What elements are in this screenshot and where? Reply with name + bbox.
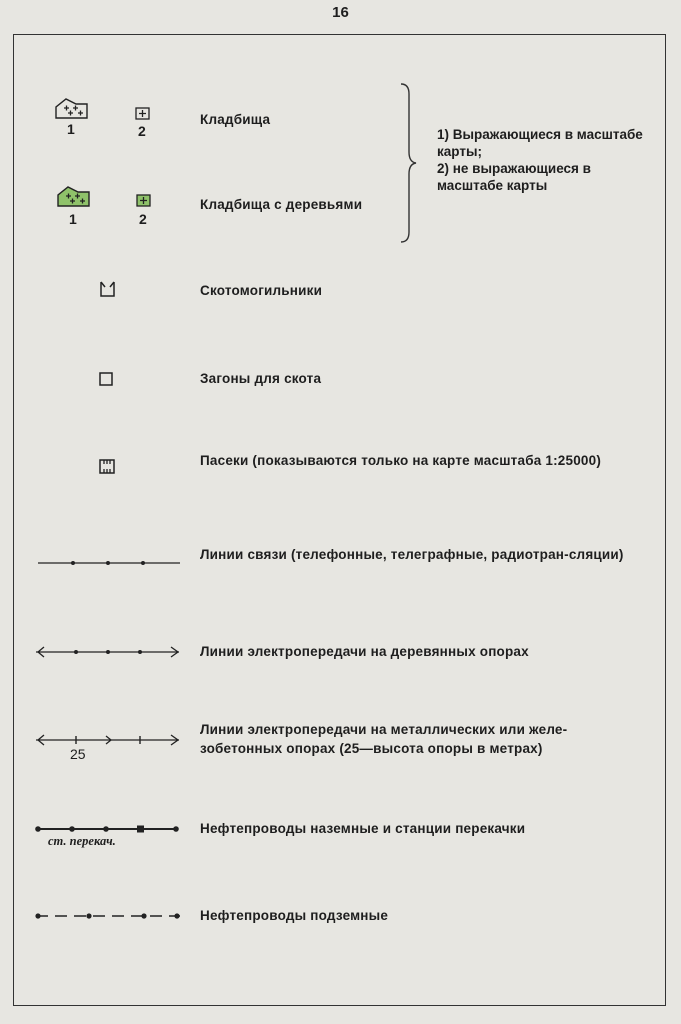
power-line-height: 25 (70, 746, 86, 762)
cemetery-trees-offscale-icon (136, 194, 152, 208)
cemetery-trees-num1: 1 (69, 211, 77, 227)
bracket-note-line2: 2) не выражающиеся в масштабе карты (437, 161, 591, 193)
oil-pipeline-underground-label: Нефтепроводы подземные (200, 908, 389, 923)
cattle-pen-icon (98, 371, 116, 389)
power-line-metal-label: Линии электропередачи на металлических или желе-зобетонных опорах (25—высота опоры в метрах) (200, 722, 568, 756)
pump-station-caption: ст. перекач. (48, 834, 116, 848)
apiary-label: Пасеки (показываются только на карте масштаба 1:25000) (200, 453, 602, 468)
cemetery-trees-num2: 2 (139, 211, 147, 227)
apiary-icon (98, 458, 118, 476)
communication-line-label: Линии связи (телефонные, телеграфные, радиотран-сляции) (200, 547, 624, 562)
bracket-note-line1: 1) Выражающиеся в масштабе карты; (437, 127, 643, 159)
power-line-wood-label: Линии электропередачи на деревянных опорах (200, 644, 529, 659)
curly-bracket (398, 82, 418, 244)
cemetery-num1: 1 (67, 121, 75, 137)
power-line-wood-symbol (36, 645, 182, 659)
cemetery-scale-icon (54, 96, 90, 120)
cemetery-offscale-icon (135, 107, 151, 121)
cemetery-label: Кладбища (200, 112, 271, 127)
cattle-burial-label: Скотомогильники (200, 283, 323, 298)
page-number: 16 (332, 4, 349, 21)
power-line-metal-symbol (36, 733, 182, 747)
cemetery-trees-scale-icon (56, 184, 92, 208)
bracket-note (437, 126, 647, 194)
communication-line-symbol (38, 558, 183, 568)
cattle-burial-icon (98, 279, 118, 299)
cemetery-trees-label: Кладбища с деревьями (200, 197, 363, 212)
oil-pipeline-ground-label: Нефтепроводы наземные и станции перекачки (200, 821, 526, 836)
cattle-pen-label: Загоны для скота (200, 371, 322, 386)
oil-pipeline-underground-symbol (34, 910, 182, 922)
cemetery-num2: 2 (138, 123, 146, 139)
